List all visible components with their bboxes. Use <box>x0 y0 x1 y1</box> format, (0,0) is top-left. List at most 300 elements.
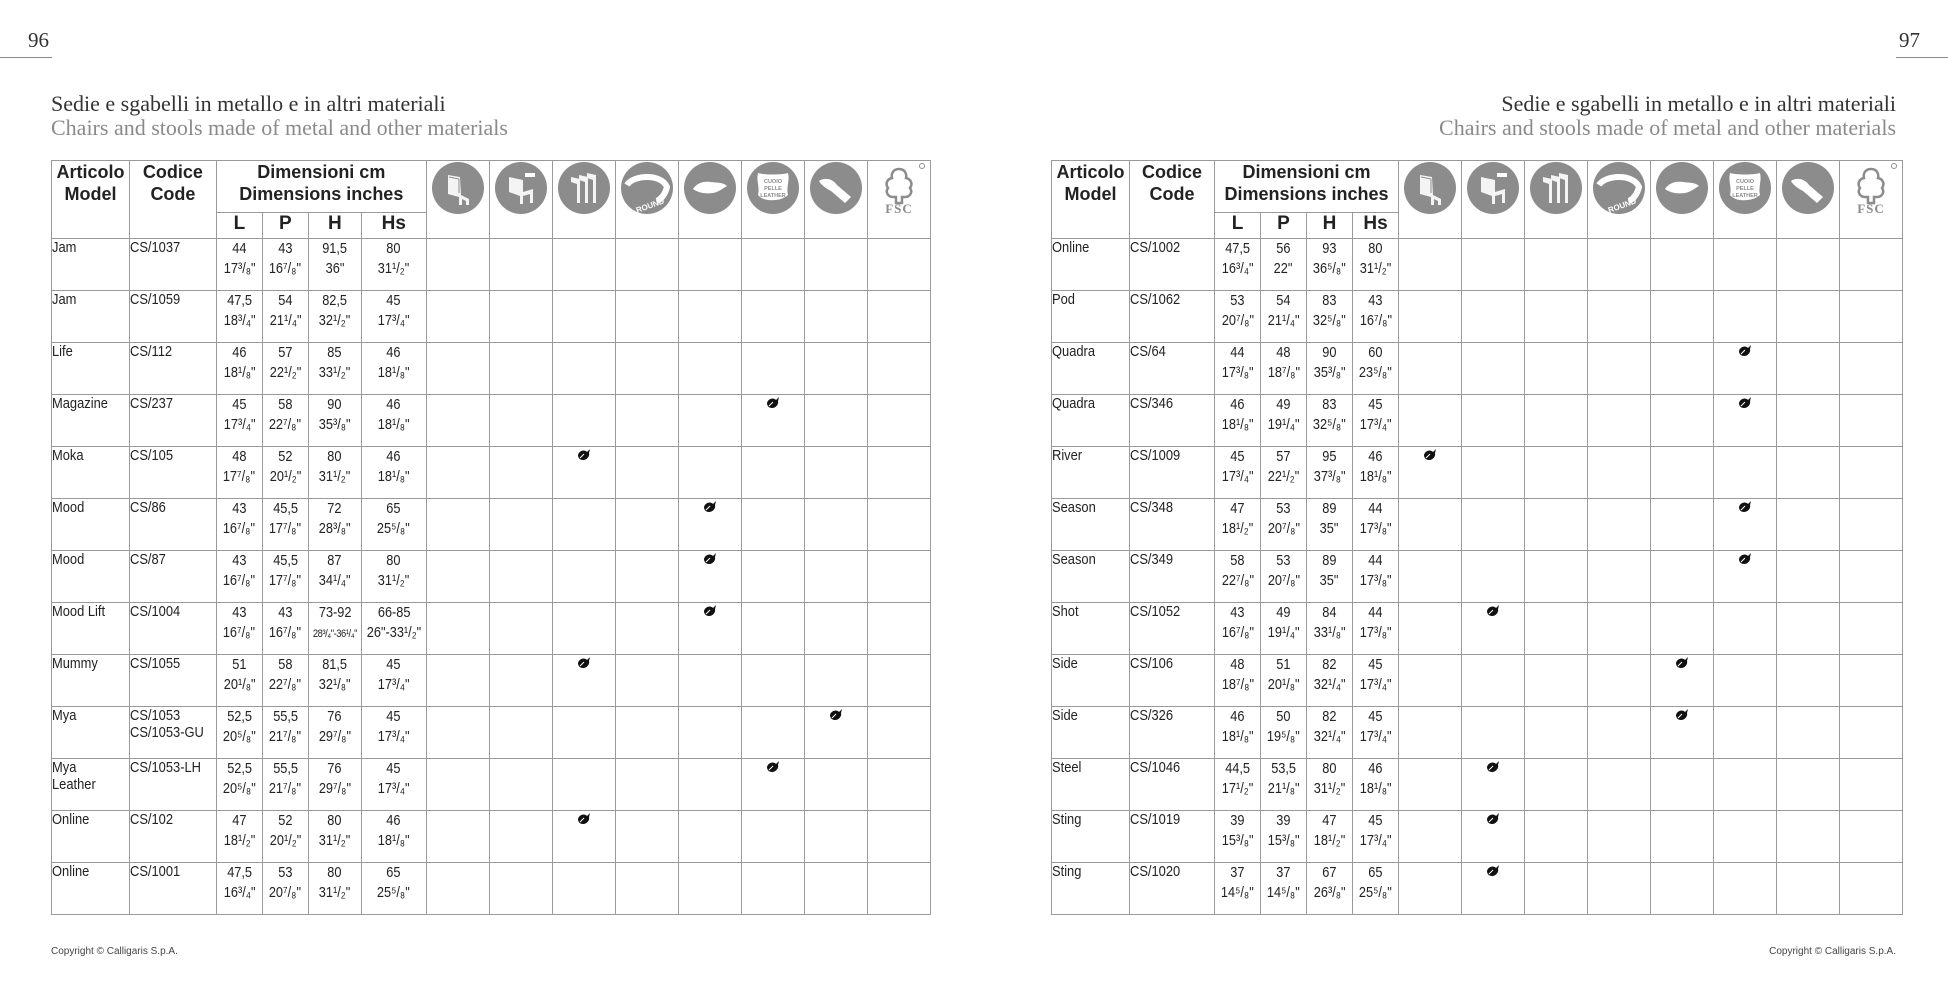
page-number-left: 96 <box>28 28 49 52</box>
cell-feature <box>741 707 804 759</box>
cell-feature <box>1588 551 1651 603</box>
cell-model: Mood <box>52 499 130 551</box>
dim-inches: 17⁷/₈" <box>223 468 256 485</box>
dim-inches: 31¹/₂" <box>378 260 410 277</box>
dim-cm: 48 <box>1230 656 1245 673</box>
cell-feature <box>1777 447 1840 499</box>
cell-feature <box>1525 707 1588 759</box>
dim-cm: 80 <box>327 448 342 465</box>
cell-dim-P <box>262 863 308 915</box>
cell-code: CS/105 <box>130 447 217 499</box>
cell-feature <box>1399 863 1462 915</box>
dim-inches: 14⁵/₈" <box>1267 884 1300 901</box>
cell-dim-Hs <box>361 239 426 291</box>
swatch-icon <box>804 161 867 239</box>
dim-inches: 20⁵/₈" <box>222 780 256 797</box>
dim-inches: 26³/₈" <box>1313 884 1346 901</box>
dim-inches: 35³/₈" <box>1313 364 1346 381</box>
cell-feature <box>426 603 489 655</box>
dim-cm: 45 <box>1230 448 1245 465</box>
dim-cm: 65 <box>386 864 401 881</box>
title-italian-left: Sedie e sgabelli in metallo e in altri materiali <box>51 91 446 116</box>
page-title-left <box>51 92 508 139</box>
cell-dim-Hs <box>1353 811 1399 863</box>
cell-dim-L <box>1215 447 1261 499</box>
feature-mark-icon <box>1423 448 1437 465</box>
cell-feature <box>1777 343 1840 395</box>
cell-dim-P <box>262 551 308 603</box>
dim-cm: 45 <box>386 708 401 725</box>
cell-feature <box>615 551 678 603</box>
dim-inches: 19¹/₄" <box>1267 624 1300 641</box>
cell-code: CS/1062 <box>1130 291 1215 343</box>
dim-cm: 91,5 <box>322 240 348 257</box>
dim-cm: 66-85 <box>377 604 411 621</box>
dim-inches: 15³/₈" <box>1267 832 1300 849</box>
feature-mark-icon <box>703 604 717 621</box>
col-header-Hs: Hs <box>1353 213 1399 239</box>
cell-model: Season <box>1052 499 1130 551</box>
dim-cm: 80 <box>327 812 342 829</box>
cell-feature <box>552 707 615 759</box>
cell-feature <box>1525 447 1588 499</box>
cell-feature <box>426 395 489 447</box>
svg-text:FSC: FSC <box>1857 201 1885 215</box>
cell-code: CS/1046 <box>1130 759 1215 811</box>
cell-dim-Hs <box>361 603 426 655</box>
dim-inches: 18¹/₈" <box>377 364 410 381</box>
table-row <box>52 291 931 343</box>
title-italian-right: Sedie e sgabelli in metallo e in altri materiali <box>1501 91 1896 116</box>
dim-inches: 16⁷/₈" <box>223 520 256 537</box>
dim-inches: 36" <box>325 260 345 277</box>
cell-dim-H <box>308 291 361 343</box>
cell-feature <box>1777 603 1840 655</box>
dim-inches: 17³/₈" <box>1221 364 1254 381</box>
cell-feature <box>489 863 552 915</box>
dim-inches: 35" <box>1320 520 1339 537</box>
dim-cm: 58 <box>278 656 293 673</box>
dim-cm: 45 <box>386 760 401 777</box>
cell-feature <box>552 239 615 291</box>
cell-code: CS/106 <box>1130 655 1215 707</box>
cell-dim-H <box>308 603 361 655</box>
dim-cm: 83 <box>1322 292 1337 309</box>
round-seat-icon <box>1588 161 1651 239</box>
cell-feature <box>678 603 741 655</box>
dim-cm: 44 <box>232 240 247 257</box>
cell-feature <box>1588 811 1651 863</box>
chair-stacked-icon <box>1462 161 1525 239</box>
dim-cm: 47 <box>1230 500 1245 517</box>
cell-feature <box>1651 499 1714 551</box>
cell-model: Season <box>1052 551 1130 603</box>
cell-feature <box>678 291 741 343</box>
cell-dim-Hs <box>1353 395 1399 447</box>
cell-dim-P <box>262 447 308 499</box>
dim-cm: 43 <box>278 604 293 621</box>
cell-feature <box>741 759 804 811</box>
cell-code: CS/1037 <box>130 239 217 291</box>
dim-cm: 45 <box>386 292 401 309</box>
cell-feature <box>804 395 867 447</box>
cell-dim-P <box>262 499 308 551</box>
dim-cm: 51 <box>232 656 247 673</box>
dim-cm: 45 <box>1368 812 1383 829</box>
cell-dim-H <box>1307 655 1353 707</box>
cell-feature <box>678 863 741 915</box>
dim-cm: 45 <box>232 396 247 413</box>
svg-text:LEATHER: LEATHER <box>1732 193 1758 199</box>
cell-dim-L <box>216 655 262 707</box>
dim-inches: 18¹/₈" <box>377 416 410 433</box>
cell-feature <box>867 239 930 291</box>
feature-mark-icon <box>1486 812 1500 829</box>
dim-inches: 35" <box>1320 572 1339 589</box>
cell-dim-P <box>1261 291 1307 343</box>
cell-dim-Hs <box>1353 707 1399 759</box>
cell-feature <box>426 239 489 291</box>
cell-feature <box>867 447 930 499</box>
cell-feature <box>1588 603 1651 655</box>
dim-cm: 90 <box>327 396 342 413</box>
cell-dim-H <box>1307 759 1353 811</box>
cell-feature <box>489 707 552 759</box>
cell-feature <box>678 759 741 811</box>
cell-feature <box>1462 551 1525 603</box>
cell-feature <box>1840 239 1903 291</box>
feature-mark-icon <box>766 760 780 777</box>
dim-cm: 53 <box>1276 552 1291 569</box>
cell-feature <box>1525 655 1588 707</box>
feature-mark-icon <box>1486 604 1500 621</box>
feature-mark-icon <box>1738 500 1752 517</box>
cell-dim-H <box>1307 239 1353 291</box>
round-seat-icon <box>615 161 678 239</box>
table-row <box>52 811 931 863</box>
cell-dim-Hs <box>1353 863 1399 915</box>
dim-cm: 52 <box>278 812 293 829</box>
dim-cm: 89 <box>1322 552 1337 569</box>
feature-mark-icon <box>766 396 780 413</box>
feature-mark-icon <box>1738 552 1752 569</box>
cell-feature <box>1462 707 1525 759</box>
cuoio-pelle-leather-icon <box>741 161 804 239</box>
table-row <box>52 551 931 603</box>
cell-dim-H <box>308 759 361 811</box>
cell-feature <box>1525 811 1588 863</box>
svg-text:CUOIO: CUOIO <box>1735 179 1755 185</box>
cell-feature <box>741 811 804 863</box>
cell-feature <box>1588 759 1651 811</box>
cell-code: CS/1053-LH <box>130 759 217 811</box>
cell-feature <box>867 759 930 811</box>
cell-feature <box>552 655 615 707</box>
cell-feature <box>1399 395 1462 447</box>
cell-feature <box>741 603 804 655</box>
spec-table-right <box>1051 160 1903 915</box>
svg-text:ROUND: ROUND <box>1606 196 1638 215</box>
cell-feature <box>615 759 678 811</box>
chairs-stack-icon <box>1525 161 1588 239</box>
dim-inches: 17³/₈" <box>1359 572 1392 589</box>
cell-dim-Hs <box>1353 499 1399 551</box>
table-row <box>1052 395 1903 447</box>
dim-inches: 18¹/₈" <box>377 468 410 485</box>
cell-feature <box>552 551 615 603</box>
feature-mark-icon <box>577 656 591 673</box>
cell-code: CS/1052 <box>1130 603 1215 655</box>
cell-feature <box>741 291 804 343</box>
cell-dim-H <box>308 239 361 291</box>
dim-inches: 31¹/₂" <box>319 468 351 485</box>
cell-feature <box>1777 759 1840 811</box>
dim-cm: 46 <box>386 396 401 413</box>
cell-feature <box>615 811 678 863</box>
dim-inches: 20⁷/₈" <box>1267 572 1300 589</box>
col-header-code: Codice Code <box>130 161 217 239</box>
table-row <box>1052 239 1903 291</box>
cell-code: CS/1001 <box>130 863 217 915</box>
cell-feature <box>426 499 489 551</box>
dim-inches: 16⁷/₈" <box>269 624 302 641</box>
cell-dim-Hs <box>361 707 426 759</box>
cell-feature <box>426 707 489 759</box>
table-row <box>1052 447 1903 499</box>
chair-side-icon <box>1399 161 1462 239</box>
dim-cm: 46 <box>1230 708 1245 725</box>
cell-feature <box>678 655 741 707</box>
cell-model: Side <box>1052 707 1130 759</box>
cell-dim-H <box>1307 447 1353 499</box>
cell-feature <box>1651 239 1714 291</box>
cell-feature <box>1840 655 1903 707</box>
table-row <box>1052 499 1903 551</box>
cell-dim-Hs <box>1353 759 1399 811</box>
cell-feature <box>489 759 552 811</box>
cell-feature <box>1714 863 1777 915</box>
title-english-right: Chairs and stools made of metal and other materials <box>1439 114 1896 140</box>
dim-inches: 17³/₈" <box>1359 520 1392 537</box>
cell-dim-L <box>1215 395 1261 447</box>
dim-cm: 60 <box>1368 344 1383 361</box>
cell-feature <box>489 603 552 655</box>
feature-mark-icon <box>577 448 591 465</box>
cell-feature <box>804 291 867 343</box>
dim-cm: 52,5 <box>226 760 252 777</box>
cell-feature <box>1588 395 1651 447</box>
cell-dim-H <box>1307 863 1353 915</box>
dim-cm: 53 <box>278 864 293 881</box>
svg-text:ROUND: ROUND <box>634 196 666 215</box>
dim-cm: 81,5 <box>322 656 348 673</box>
dim-inches: 29⁷/₈" <box>318 780 351 797</box>
dim-cm: 47 <box>232 812 247 829</box>
dim-cm: 46 <box>1368 760 1383 777</box>
dim-inches: 18⁷/₈" <box>1221 676 1254 693</box>
dim-cm: 46 <box>1368 448 1383 465</box>
cell-feature <box>1462 343 1525 395</box>
cell-model: Quadra <box>1052 395 1130 447</box>
cell-dim-H <box>308 551 361 603</box>
cell-feature <box>1525 239 1588 291</box>
dim-inches: 22" <box>1274 260 1293 277</box>
cell-feature <box>615 655 678 707</box>
cell-dim-Hs <box>1353 551 1399 603</box>
cell-feature <box>1399 603 1462 655</box>
cell-dim-P <box>262 759 308 811</box>
cell-dim-H <box>308 343 361 395</box>
cell-dim-L <box>1215 707 1261 759</box>
cell-dim-P <box>1261 655 1307 707</box>
cell-feature <box>489 551 552 603</box>
cell-dim-L <box>1215 343 1261 395</box>
cell-feature <box>1588 863 1651 915</box>
dim-cm: 43 <box>232 604 247 621</box>
cell-feature <box>552 395 615 447</box>
cell-dim-Hs <box>1353 447 1399 499</box>
col-header-L: L <box>216 213 262 239</box>
cell-feature <box>1399 499 1462 551</box>
dim-cm: 80 <box>327 864 342 881</box>
cell-feature <box>615 239 678 291</box>
cell-code: CS/1059 <box>130 291 217 343</box>
cell-model: Sting <box>1052 863 1130 915</box>
cell-feature <box>1714 447 1777 499</box>
cell-feature <box>1399 811 1462 863</box>
table-row <box>52 395 931 447</box>
cell-model: Magazine <box>52 395 130 447</box>
cell-feature <box>804 447 867 499</box>
dim-inches: 18¹/₂" <box>1313 832 1346 849</box>
dim-cm: 39 <box>1276 812 1291 829</box>
cell-feature <box>1462 395 1525 447</box>
cell-feature <box>1399 447 1462 499</box>
dim-inches: 18¹/₈" <box>377 832 410 849</box>
dim-inches: 20¹/₂" <box>269 832 302 849</box>
cell-feature <box>1651 655 1714 707</box>
feature-mark-icon <box>1738 344 1752 361</box>
dim-cm: 45 <box>1368 396 1383 413</box>
cell-dim-L <box>216 603 262 655</box>
cell-feature <box>1714 759 1777 811</box>
dim-inches: 32⁵/₈" <box>1313 416 1346 433</box>
cell-feature <box>1651 395 1714 447</box>
cell-feature <box>678 395 741 447</box>
cell-feature <box>867 655 930 707</box>
cell-feature <box>1525 603 1588 655</box>
cell-feature <box>1651 759 1714 811</box>
table-row <box>1052 707 1903 759</box>
cell-feature <box>1651 447 1714 499</box>
leather-hide-icon <box>678 161 741 239</box>
cell-feature <box>1714 655 1777 707</box>
cell-feature <box>615 343 678 395</box>
cell-dim-P <box>1261 811 1307 863</box>
dim-inches: 22⁷/₈" <box>269 416 302 433</box>
cell-dim-L <box>1215 551 1261 603</box>
cell-feature <box>615 603 678 655</box>
cell-feature <box>552 499 615 551</box>
swatch-icon <box>1777 161 1840 239</box>
cell-feature <box>489 447 552 499</box>
cell-feature <box>1525 499 1588 551</box>
cell-feature <box>678 343 741 395</box>
cell-model: Life <box>52 343 130 395</box>
cell-dim-P <box>262 291 308 343</box>
cell-feature <box>1462 759 1525 811</box>
dim-cm: 55,5 <box>272 760 298 777</box>
cell-feature <box>804 759 867 811</box>
fsc-tree-icon <box>1840 161 1903 239</box>
dim-inches: 32¹/₄" <box>1313 676 1346 693</box>
cell-dim-P <box>262 239 308 291</box>
dim-inches: 17³/₄" <box>1221 468 1254 485</box>
cell-dim-Hs <box>361 811 426 863</box>
dim-inches: 21⁷/₈" <box>269 728 302 745</box>
dim-inches: 21¹/₄" <box>269 312 302 329</box>
chair-stacked-icon <box>489 161 552 239</box>
dim-cm: 47,5 <box>1225 240 1250 257</box>
dim-cm: 73-92 <box>318 604 352 621</box>
dim-cm: 45 <box>386 656 401 673</box>
cell-feature <box>1714 343 1777 395</box>
cell-model: Online <box>1052 239 1130 291</box>
cell-model: Moka <box>52 447 130 499</box>
svg-text:CUOIO: CUOIO <box>763 179 782 185</box>
dim-inches: 17³/₄" <box>377 780 410 797</box>
cell-dim-P <box>1261 603 1307 655</box>
cell-feature <box>1462 655 1525 707</box>
col-header-H: H <box>308 213 361 239</box>
dim-inches: 31¹/₂" <box>1359 260 1392 277</box>
dim-cm: 43 <box>1230 604 1245 621</box>
dim-inches: 19¹/₄" <box>1267 416 1300 433</box>
feature-mark-icon <box>577 812 591 829</box>
dim-inches: 36⁵/₈" <box>1313 260 1346 277</box>
cell-dim-Hs <box>361 343 426 395</box>
dim-cm: 43 <box>232 552 247 569</box>
dim-inches: 17³/₈" <box>1359 624 1392 641</box>
cell-model: Mya Leather <box>52 759 130 811</box>
cell-feature <box>1651 603 1714 655</box>
cell-feature <box>1525 291 1588 343</box>
cell-feature <box>1777 707 1840 759</box>
col-header-Hs: Hs <box>361 213 426 239</box>
cell-feature <box>1714 603 1777 655</box>
feature-mark-icon <box>1675 708 1689 725</box>
dim-cm: 47,5 <box>226 864 252 881</box>
dim-inches: 22¹/₂" <box>1267 468 1300 485</box>
table-row <box>1052 343 1903 395</box>
col-header-dimensions: Dimensioni cm Dimensions inches <box>1215 161 1399 213</box>
cell-feature <box>1840 499 1903 551</box>
dim-inches: 16⁷/₈" <box>269 260 302 277</box>
cell-code: CS/1009 <box>1130 447 1215 499</box>
cell-feature <box>867 291 930 343</box>
cell-feature <box>489 499 552 551</box>
cell-feature <box>741 551 804 603</box>
cell-feature <box>1840 759 1903 811</box>
dim-cm: 80 <box>386 240 401 257</box>
cell-feature <box>804 239 867 291</box>
dim-cm: 51 <box>1276 656 1291 673</box>
dim-cm: 46 <box>386 448 401 465</box>
cell-feature <box>615 863 678 915</box>
cell-feature <box>1840 863 1903 915</box>
dim-cm: 53 <box>1230 292 1245 309</box>
spec-table-left <box>51 160 931 915</box>
